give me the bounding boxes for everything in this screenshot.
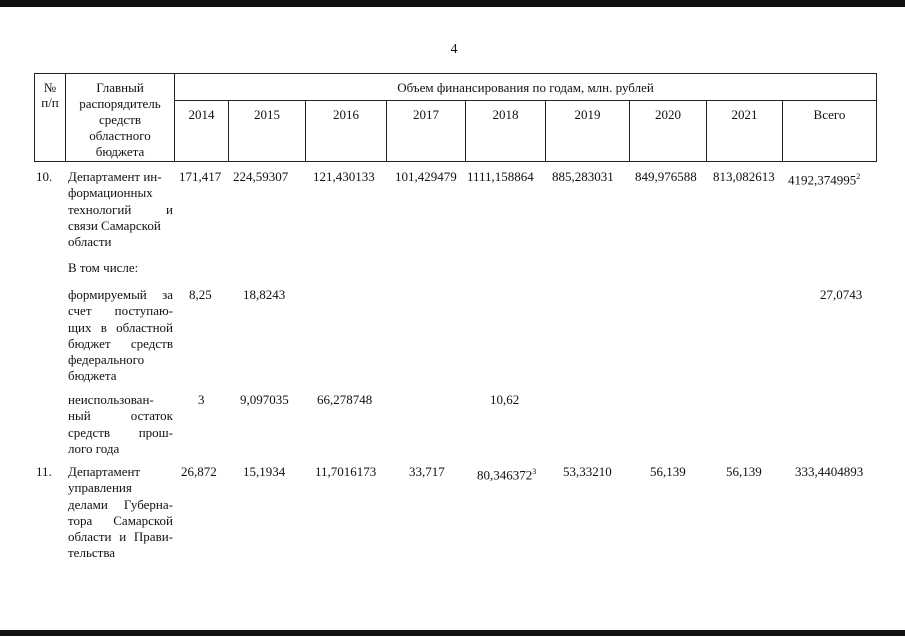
value-total: 27,0743 bbox=[820, 287, 863, 302]
value-2018: 10,62 bbox=[490, 392, 520, 407]
header-name-line: средств bbox=[98, 112, 142, 127]
value-2016: 11,7016173 bbox=[315, 464, 377, 479]
row-number: 11. bbox=[36, 464, 52, 479]
row-name-line: бюджета bbox=[68, 368, 117, 384]
row-name-line: области и Прави- bbox=[68, 529, 173, 545]
row-name-line: неиспользован- bbox=[68, 392, 154, 407]
header-year-2021 bbox=[706, 100, 783, 162]
value-2015: 224,59307 bbox=[233, 169, 289, 184]
value-total-number: 4192,374995 bbox=[788, 172, 857, 188]
value-2015: 15,1934 bbox=[243, 464, 286, 479]
value-2018 bbox=[477, 464, 536, 483]
value-2014: 8,25 bbox=[189, 287, 212, 302]
footnote-marker: 2 bbox=[856, 172, 861, 181]
header-funding-title: Объем финансирования по годам, млн. рублей bbox=[397, 80, 654, 95]
header-year-2014 bbox=[174, 100, 229, 162]
row-name-line: Департамент ин- bbox=[68, 169, 162, 184]
header-year-2018 bbox=[465, 100, 546, 162]
header-year-label: 2014 bbox=[188, 107, 215, 122]
page-number: 4 bbox=[450, 42, 458, 57]
row-name-line: технологий и bbox=[68, 201, 173, 217]
footnote-marker: 3 bbox=[532, 467, 537, 476]
value-2017: 101,429479 bbox=[395, 169, 457, 184]
header-num-cell bbox=[34, 73, 66, 162]
header-name-line: Главный bbox=[96, 80, 144, 95]
value-2015: 9,097035 bbox=[240, 392, 289, 407]
header-name-cell bbox=[65, 73, 175, 162]
row-number: 10. bbox=[36, 169, 53, 184]
header-year-label: 2019 bbox=[574, 107, 601, 122]
header-num-line-2: п/п bbox=[41, 95, 59, 110]
header-funding-title-cell bbox=[174, 73, 877, 101]
row-name-line: тора Самарской bbox=[68, 512, 173, 528]
value-2014: 171,417 bbox=[179, 169, 222, 184]
value-total bbox=[788, 169, 860, 188]
header-num-line-1: № bbox=[43, 80, 57, 95]
row-name-line: ный остаток bbox=[68, 408, 173, 424]
row-name-line: лого года bbox=[68, 440, 120, 456]
header-year-total bbox=[782, 100, 877, 162]
header-year-label: Всего bbox=[813, 107, 846, 122]
value-2017: 33,717 bbox=[409, 464, 445, 479]
header-name-line: бюджета bbox=[95, 144, 145, 159]
bottom-border-rule bbox=[0, 630, 905, 636]
header-year-label: 2017 bbox=[413, 107, 439, 122]
value-2018-number: 80,346372 bbox=[477, 467, 533, 483]
header-year-label: 2020 bbox=[655, 107, 681, 122]
row-name-line: управления bbox=[68, 480, 132, 496]
header-name-line: областного bbox=[89, 128, 151, 143]
value-2020: 849,976588 bbox=[635, 169, 697, 184]
row-name-line: формируемый за bbox=[68, 287, 173, 302]
row-name-line: делами Губерна- bbox=[68, 496, 173, 512]
row-name-line: бюджет средств bbox=[68, 335, 173, 351]
value-2016: 66,278748 bbox=[317, 392, 373, 407]
header-year-2016 bbox=[305, 100, 387, 162]
row-name: В том числе: bbox=[68, 260, 139, 275]
row-name bbox=[68, 169, 173, 250]
header-name-line: распорядитель bbox=[79, 96, 161, 111]
value-2021: 813,082613 bbox=[713, 169, 775, 184]
value-2021: 56,139 bbox=[726, 464, 762, 479]
row-name-line: счет поступаю- bbox=[68, 303, 173, 319]
header-year-2015 bbox=[228, 100, 306, 162]
value-2014: 3 bbox=[198, 392, 205, 407]
row-name bbox=[68, 287, 173, 385]
row-name-line: формационных bbox=[68, 185, 153, 201]
row-name bbox=[68, 464, 173, 562]
header-year-2019 bbox=[545, 100, 630, 162]
header-year-label: 2016 bbox=[333, 107, 359, 122]
header-year-2017 bbox=[386, 100, 466, 162]
row-name-line: щих в областной bbox=[68, 319, 173, 335]
value-2014: 26,872 bbox=[181, 464, 217, 479]
header-year-label: 2021 bbox=[731, 107, 758, 122]
header-year-label: 2015 bbox=[254, 107, 280, 122]
row-name-line: связи Самарской bbox=[68, 217, 161, 233]
row-name bbox=[68, 392, 173, 457]
row-name-line: области bbox=[68, 234, 112, 250]
value-2019: 53,33210 bbox=[563, 464, 612, 479]
header-year-label: 2018 bbox=[492, 107, 519, 122]
value-2015: 18,8243 bbox=[243, 287, 286, 302]
value-2016: 121,430133 bbox=[313, 169, 375, 184]
value-2020: 56,139 bbox=[650, 464, 686, 479]
value-2019: 885,283031 bbox=[552, 169, 614, 184]
row-name-line: тельства bbox=[68, 545, 116, 561]
value-2018: 1111,158864 bbox=[467, 169, 534, 184]
row-name-line: средств прош- bbox=[68, 424, 173, 440]
value-total: 333,4404893 bbox=[795, 464, 864, 479]
row-name-line: федерального bbox=[68, 352, 145, 368]
top-border-rule bbox=[0, 0, 905, 7]
row-name-line: Департамент bbox=[68, 464, 141, 479]
header-year-2020 bbox=[629, 100, 707, 162]
